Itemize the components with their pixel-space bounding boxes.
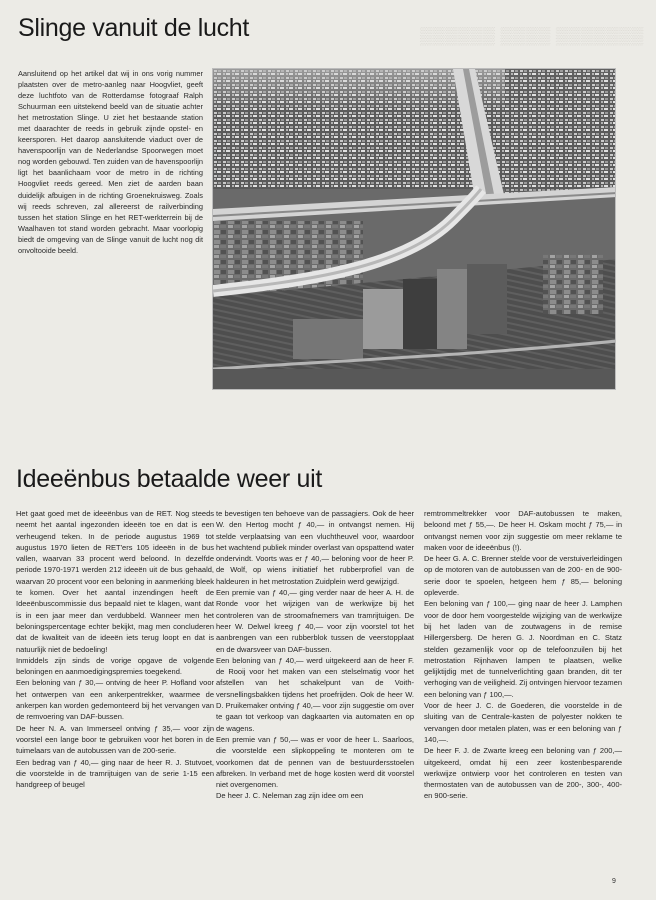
show-through-text: ▒▒▒▒▒▒ ▒▒▒▒ ▒▒▒▒▒▒▒: [420, 26, 644, 45]
paragraph: Het gaat goed met de ideeënbus van de RET. Nog steeds neemt het aantal ingezonden ideeën toe en dat is een verheugend teken. In de periode augustus 1969 tot augustus 1970 lieten de RET'ers 105 ideeën in de bus vallen, waarvan 33 procent werd beloond. In dezelfde periode 1970-1971 werden 212 ideeën uit de bus gehaald, waarvan 20 procent voor een beloning in aanmerking bleek te komen. Over het aantal inzendingen heeft de Ideeënbuscommissie dus bepaald niet te klagen, want dat is in een jaar meer dan verdubbeld. Wanneer men het beloningspercentage echter bekijkt, mag men concluderen dat de kwaliteit van de ideeën iets terug loopt en dat is natuurlijk niet de bedoeling!: [16, 509, 214, 654]
paragraph: Een beloning van ƒ 100,— ging naar de heer J. Lamphen voor de door hem voorgestelde wijziging van de werkwijze bij het laden van de zoutwagens in de remise Hillergersberg. De heren G. J. Noordman en C. Statz stelden gezamenlijk voor op de telefoonzuilen bij het metrostation Rijnhaven lampen te plaatsen, welke gelijktijdig met de tunnelverlichting gaan branden, dit ter verhoging van de veiligheid. Zij ontvingen hiervoor tezamen een beloning van ƒ 100,—.: [424, 599, 622, 699]
article-title-slinge: Slinge vanuit de lucht: [18, 14, 250, 42]
paragraph: Een premie van ƒ 40,— ging verder naar de heer A. H. de Ronde voor het wijzigen van de werkwijze bij het controleren van de stroomafnemers van tramrijtuigen. De heer W. Delwel kreeg ƒ 40,— voor zijn voorstel tot het aanbrengen van een rubberblok tussen de veerstopplaat en de dwarsveer van DAF-bussen.: [216, 588, 414, 654]
paragraph: remtrommeltrekker voor DAF-autobussen te maken, beloond met ƒ 55,—. De heer H. Oskam mocht ƒ 75,— in ontvangst nemen voor zijn suggestie om meer reklame te maken voor de ideeënbus (!).: [424, 509, 622, 552]
paragraph: Een premie van ƒ 50,— was er voor de heer L. Saarloos, die voorstelde een slipkoppeling te monteren om te voorkomen dat de pennen van de bestuurdersstoelen afbreken. In verband met de hoge kosten werd dit voorstel niet overgenomen.: [216, 734, 414, 790]
article-column-1: [16, 508, 214, 790]
paragraph: Een bedrag van ƒ 40,— ging naar de heer R. J. Stutvoet, die voorstelde in de tramrijtuigen van de serie 1-15 een handgreep of beugel: [16, 757, 214, 790]
paragraph: De heer G. A. C. Brenner stelde voor de verstuiverleidingen op de motoren van de autobussen van de 200- en de 900-serie door te spoelen, hetgeen hem ƒ 85,— beloning opleverde.: [424, 554, 622, 598]
aerial-photo: [212, 68, 616, 390]
paragraph: Inmiddels zijn sinds de vorige opgave de volgende beloningen en aanmoedigingspremies toegekend.: [16, 655, 214, 677]
paragraph: te bevestigen ten behoeve van de passagiers. Ook de heer W. den Hertog mocht ƒ 40,— in ontvangst nemen. Hij stelde verplaatsing van een vluchtheuvel voor, waardoor het wachtend publiek minder overlast van opspattend water ondervindt. Voorts was er ƒ 40,— beloning voor de heer P. de Wolf, op wiens initiatief het rubberprofiel van de haldeuren in het metrostation Zuidplein werd gewijzigd.: [216, 509, 414, 586]
article-column-2: [216, 508, 414, 802]
article-title-ideeenbus: Ideeënbus betaalde weer uit: [16, 465, 323, 493]
paragraph: De heer F. J. de Zwarte kreeg een beloning van ƒ 200,— uitgekeerd, omdat hij een zeer kostenbesparende werkwijze ontwierp voor het controleren en testen van thermostaten van de autobussen van de 200-, 300-, 400- en 900-serie.: [424, 746, 622, 801]
paragraph: Een beloning van ƒ 40,— werd uitgekeerd aan de heer F. de Rooij voor het maken van een stelselmatig voor het afstellen van het schakelpunt van de Voith-versnellingsbakken tijdens het proefrijden. Ook de heer W. D. Pruikemaker ontving ƒ 40,— voor zijn suggestie om over te gaan tot verkoop van dagkaarten via automaten en op de wagens.: [216, 655, 414, 733]
paragraph: De heer N. A. van Immerseel ontving ƒ 35,— voor zijn voorstel een lange boor te gebruiken voor het boren in de tuimelaars van de autobussen van de 200-serie.: [16, 723, 214, 756]
intro-paragraph: Aansluitend op het artikel dat wij in ons vorig nummer plaatsten over de metro-aanleg naar Hoogvliet, geeft deze luchtfoto van de Rotterdamse fotograaf Ralph Schuurman een uitstekend beeld van de situatie achter het metrostation Slinge. U ziet het bestaande station met daarachter de reeds in gebruik zijnde opstel- en keersporen. Het daarop aansluitende viaduct over de havenspoorlijn van de Nederlandse Spoorwegen moet nog worden gebouwd. Ten zuiden van de havenspoorlijn ligt het baanlichaam voor de metro in de richting Hoogvliet reeds gereed. Men ziet de aarden baan duidelijk afbuigen in de richting Groenekruisweg. Zoals wij reeds schreven, zal allereerst de railverbinding tussen het station Slinge en het RET-werkterrein bij de Waalhaven tot stand worden gebracht. Maar voorlopig biedt de omgeving van de Slinge vanuit de lucht nog dit onvoltooide beeld.: [18, 69, 203, 255]
paragraph: Voor de heer J. C. de Goederen, die voorstelde in de sluiting van de Centrale-kasten de polyester nokken te vervangen door metalen platen, was er een beloning van ƒ 140,—.: [424, 701, 622, 744]
page-number: 9: [612, 878, 616, 885]
article-column-3: [424, 508, 622, 802]
paragraph: Een beloning van ƒ 30,— ontving de heer P. Hofland voor het ontwerpen van een ankerpentrekker, waarmee de ankerpen kan worden gedemonteerd bij het vervangen van de remvoering van DAF-bussen.: [16, 678, 214, 722]
paragraph: De heer J. C. Neleman zag zijn idee om een: [216, 791, 364, 801]
